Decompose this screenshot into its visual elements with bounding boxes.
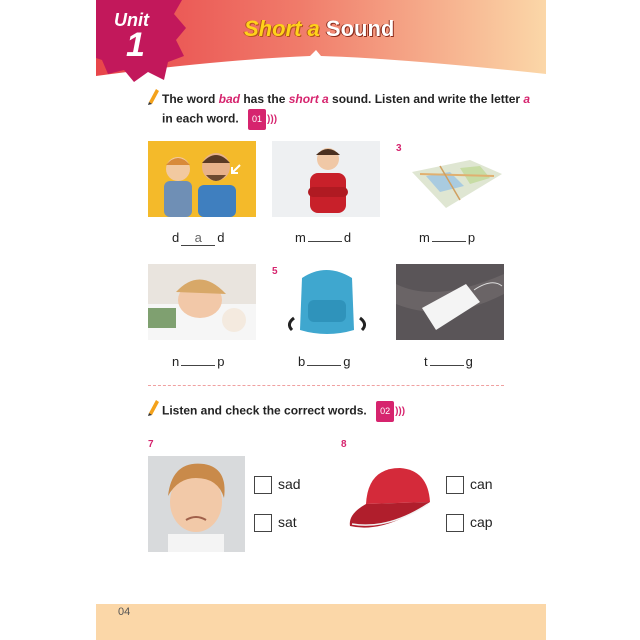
item-number-3: 3 <box>396 143 402 154</box>
title-sound: Sound <box>325 16 395 41</box>
word-2-left: m <box>295 230 306 245</box>
audio-track-01-button[interactable]: 01 <box>248 109 266 130</box>
word-4-left: n <box>172 354 180 369</box>
option-sat: sat <box>278 514 297 530</box>
audio-track-02-button[interactable]: 02 <box>376 401 394 422</box>
section-divider <box>148 385 504 386</box>
checkbox-sad[interactable] <box>254 476 272 494</box>
unit-badge <box>96 0 186 82</box>
blank-input-4[interactable] <box>181 365 215 366</box>
angry-boy-photo <box>272 141 380 217</box>
blank-input-2[interactable] <box>308 241 342 242</box>
item-number-8: 8 <box>341 439 347 450</box>
blank-input-5[interactable] <box>307 365 341 366</box>
section2-instruction <box>162 401 522 422</box>
word-4-right: p <box>217 354 225 369</box>
instr-text-2: has the <box>240 92 289 106</box>
blank-input-3[interactable] <box>432 241 466 242</box>
word-3-right: p <box>467 230 476 245</box>
backpack-photo <box>282 264 372 340</box>
checkbox-cap[interactable] <box>446 514 464 532</box>
word-3-left: m <box>419 230 430 245</box>
audio-wave-icon: ))) <box>395 406 406 417</box>
checkbox-can[interactable] <box>446 476 464 494</box>
word-line-3 <box>419 230 475 245</box>
word-line-1 <box>172 230 224 246</box>
word-line-4 <box>172 354 224 369</box>
word-line-2 <box>295 230 351 245</box>
instr-text-4: in each word. <box>162 111 239 126</box>
pencil-icon <box>146 87 160 105</box>
item-number-7: 7 <box>148 439 154 450</box>
word-line-6 <box>424 354 473 369</box>
dad-and-child-photo <box>148 141 256 217</box>
word-1-right: d <box>217 230 225 245</box>
checkbox-sat[interactable] <box>254 514 272 532</box>
section1-instruction <box>162 90 532 130</box>
word-5-right: g <box>343 354 351 369</box>
word-6-left: t <box>424 354 428 369</box>
tag-photo <box>396 264 504 340</box>
instr-text-3: sound. Listen and write the letter <box>328 92 524 106</box>
header-banner <box>96 0 546 88</box>
map-photo <box>410 158 504 210</box>
instr-letter-a: a <box>523 92 531 106</box>
unit-label: Unit <box>114 10 149 30</box>
instr-text-1: The word <box>162 92 219 106</box>
footer-band <box>96 604 546 640</box>
red-cap-photo <box>344 458 436 542</box>
word-6-right: g <box>465 354 473 369</box>
unit-number: 1 <box>126 26 145 64</box>
blank-input-6[interactable] <box>430 365 464 366</box>
word-2-right: d <box>343 230 352 245</box>
word-line-5 <box>298 354 350 369</box>
sleeping-girl-photo <box>148 264 256 340</box>
word-5-left: b <box>298 354 306 369</box>
audio-wave-icon: ))) <box>267 114 278 125</box>
instr2-text: Listen and check the correct words. <box>162 403 367 418</box>
option-can: can <box>470 476 493 492</box>
option-cap: cap <box>470 514 493 530</box>
sad-boy-photo <box>148 456 245 552</box>
item-number-5: 5 <box>272 266 278 277</box>
instr-short-a: short a <box>288 92 329 106</box>
option-sad: sad <box>278 476 301 492</box>
instr-word-bad: bad <box>218 92 241 106</box>
title-short-a: Short a <box>244 16 320 41</box>
page-number: 04 <box>118 606 131 618</box>
word-1-left: d <box>172 230 180 245</box>
page-title <box>244 16 394 42</box>
blank-input-1[interactable]: a <box>181 230 215 246</box>
workbook-page <box>96 0 546 640</box>
pencil-icon <box>146 398 160 416</box>
